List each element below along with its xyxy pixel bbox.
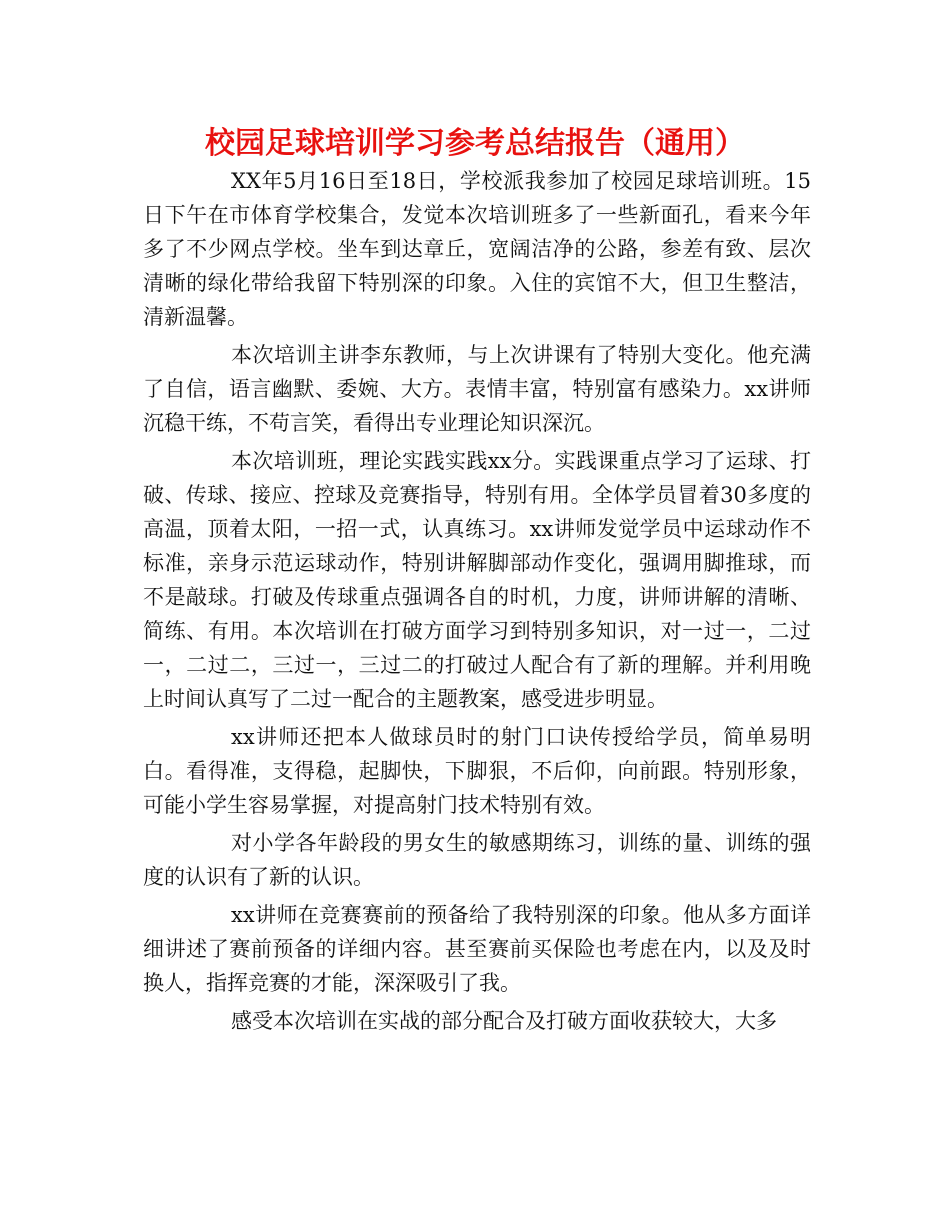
paragraph: 感受本次培训在实战的部分配合及打破方面收获较大，大多 [231, 1009, 777, 1033]
paragraph: xx讲师还把本人做球员时的射门口诀传授给学员，简单易明白。看得准，支得稳，起脚快，下脚狠，不后仰，向前跟。特别形象，可能小学生容易掌握，对提高射门技术特别有效。 [143, 725, 811, 817]
paragraph: 对小学各年龄段的男女生的敏感期练习，训练的量、训练的强度的认识有了新的认识。 [143, 831, 811, 889]
paragraph: xx讲师在竞赛赛前的预备给了我特别深的印象。他从多方面详细讲述了赛前预备的详细内容。甚至赛前买保险也考虑在内，以及及时换人，指挥竞赛的才能，深深吸引了我。 [143, 903, 811, 995]
paragraph: XX年5月16日至18日，学校派我参加了校园足球培训班。15日下午在市体育学校集合，发觉本次培训班多了一些新面孔，看来今年多了不少网点学校。坐车到达章丘，宽阔洁净的公路，参差有致、层次清晰的绿化带给我留下特别深的印象。入住的宾馆不大，但卫生整洁，清新温馨。 [143, 169, 811, 329]
paragraph: 本次培训主讲李东教师，与上次讲课有了特别大变化。他充满了自信，语言幽默、委婉、大方。表情丰富，特别富有感染力。xx讲师沉稳干练，不苟言笑，看得出专业理论知识深沉。 [143, 343, 811, 435]
document-body [143, 164, 811, 1042]
document-title: 校园足球培训学习参考总结报告（通用） [205, 126, 745, 161]
paragraph: 本次培训班，理论实践实践xx分。实践课重点学习了运球、打破、传球、接应、控球及竞赛指导，特别有用。全体学员冒着30多度的高温，顶着太阳，一招一式，认真练习。xx讲师发觉学员中运球动作不标准，亲身示范运球动作，特别讲解脚部动作变化，强调用脚推球，而不是敲球。打破及传球重点强调各自的时机，力度，讲师讲解的清晰、简练、有用。本次培训在打破方面学习到特别多知识，对一过一，二过一，二过二，三过一，三过二的打破过人配合有了新的理解。并利用晚上时间认真写了二过一配合的主题教案，感受进步明显。 [143, 449, 811, 711]
